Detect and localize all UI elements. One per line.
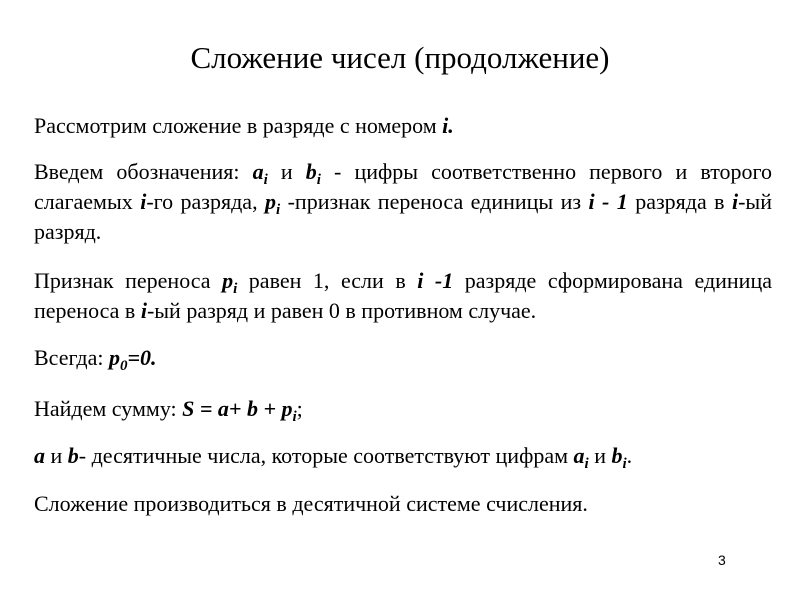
symbol-p-0: $p_0$: [108, 345, 128, 374]
symbol-a: a: [34, 443, 45, 468]
symbol-a-i: $a_i$: [573, 443, 589, 472]
paragraph-carry: [34, 266, 772, 326]
text: и: [588, 443, 612, 468]
paragraph-intro: [34, 111, 772, 141]
symbol-p-i: $p_i$: [222, 268, 238, 297]
text: Всегда:: [34, 345, 109, 370]
symbol-b-i: $b_i$: [611, 443, 627, 472]
text: -ый разряд и равен 0 в противном случае.: [146, 298, 537, 323]
symbol-i: i: [140, 298, 147, 323]
paragraph-notation: [34, 157, 772, 247]
paragraph-decimal-system: [34, 489, 772, 519]
paragraph-always: [34, 343, 772, 373]
text: -признак переноса единицы из: [280, 189, 589, 214]
text: .: [626, 443, 633, 468]
text: ;: [296, 396, 303, 421]
text: и: [267, 159, 306, 184]
paragraph-decimal-numbers: [34, 441, 772, 471]
text: разряде сформирована единица переноса в: [34, 268, 772, 323]
text: Рассмотрим сложение в разряде с номером: [34, 113, 443, 138]
text: =0.: [127, 345, 157, 370]
text: равен 1, если в: [237, 268, 418, 293]
sum-formula: $S = a+ b + p_i$: [182, 396, 297, 425]
symbol-p-i: $p_i$: [265, 189, 281, 218]
text: Признак переноса: [34, 268, 223, 293]
slide-title: Сложение чисел (продолжение): [190, 40, 610, 75]
symbol-i-minus-1: i -1: [417, 268, 454, 293]
paragraph-sum: [34, 394, 772, 424]
symbol-i: i: [731, 189, 739, 214]
symbol-b-i: $b_i$: [305, 159, 321, 188]
text: - цифры соответственно первого и второго слагаемых: [34, 159, 772, 214]
text: - десятичные числа, которые соответствуют цифрам: [78, 443, 574, 468]
symbol-i: i.: [442, 113, 454, 138]
text: разряда в: [627, 189, 732, 214]
text: Сложение производиться в десятичной системе счисления.: [34, 491, 588, 516]
symbol-a-i: $a_i$: [252, 159, 268, 188]
text: -го разряда,: [146, 189, 265, 214]
text: Найдем сумму:: [34, 396, 183, 421]
text: -ый разряд.: [34, 189, 772, 244]
text: и: [45, 443, 68, 468]
text: Введем обозначения:: [34, 159, 253, 184]
symbol-i: i: [140, 189, 147, 214]
symbol-b: b: [67, 443, 79, 468]
symbol-i-minus-1: i - 1: [588, 189, 628, 214]
page-number: 3: [718, 552, 726, 568]
